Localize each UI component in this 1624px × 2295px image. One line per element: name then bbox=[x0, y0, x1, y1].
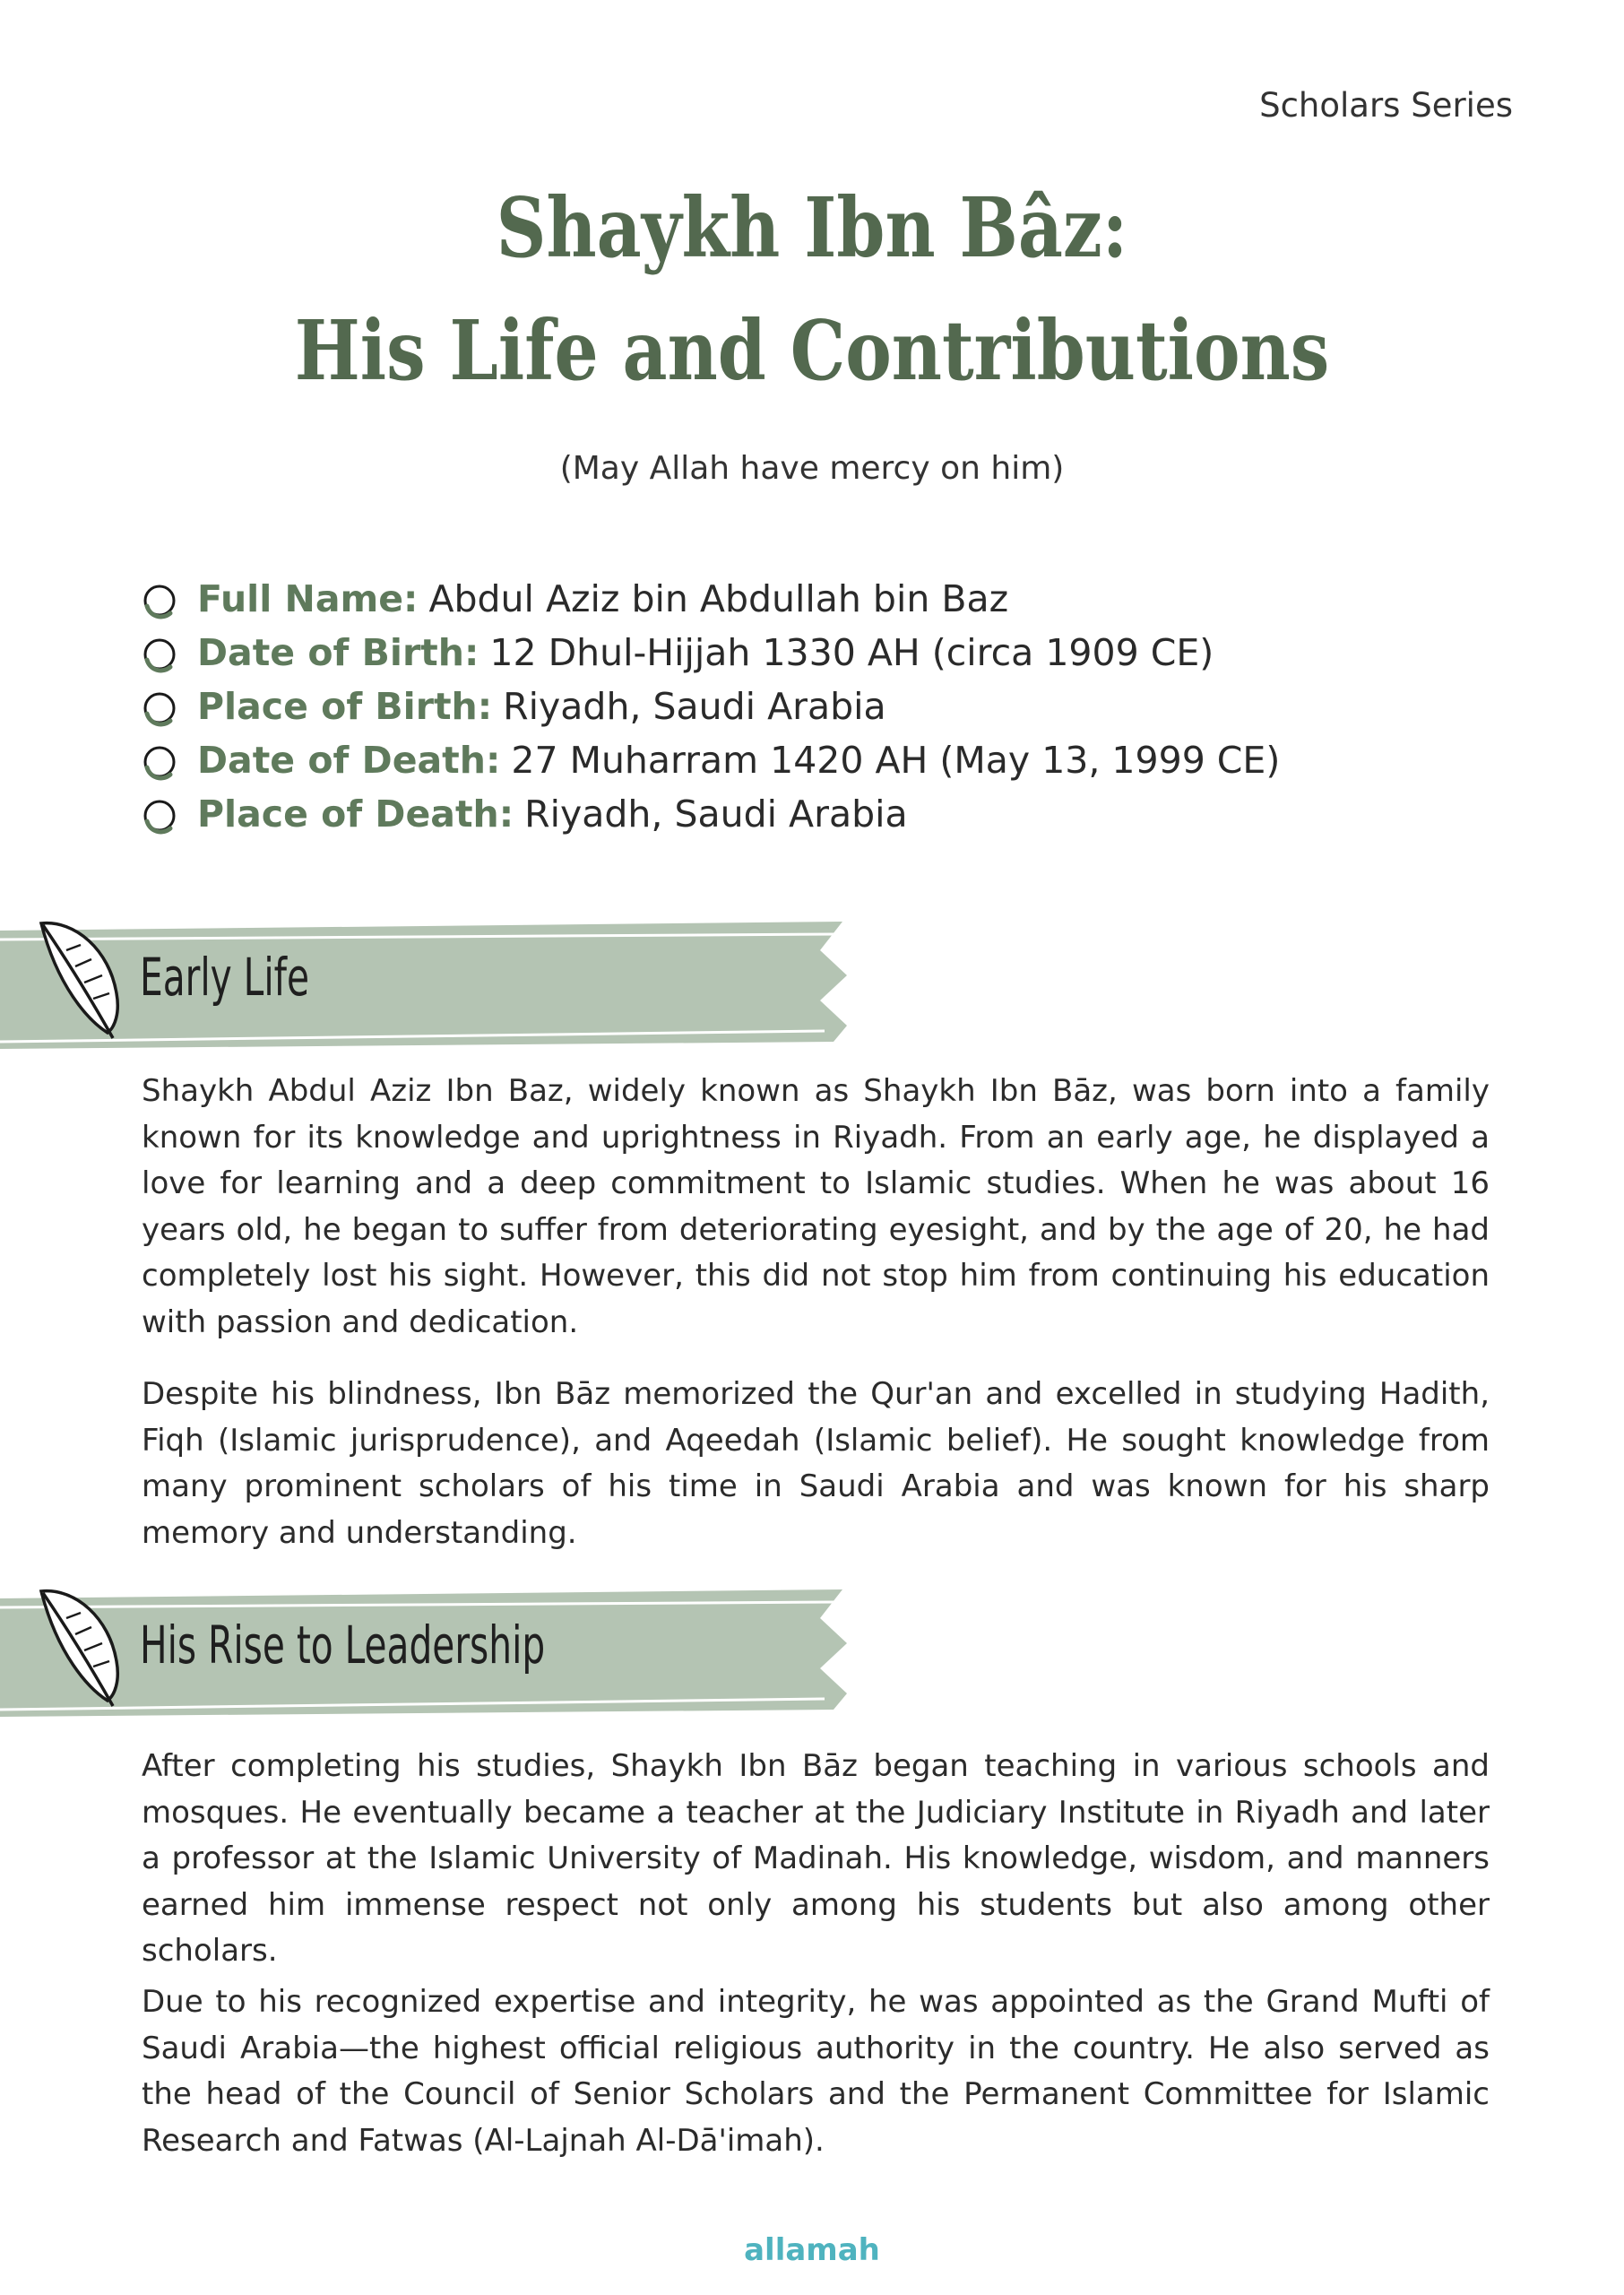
fact-item-place-of-death bbox=[142, 787, 1486, 841]
fact-list bbox=[142, 572, 1486, 841]
fact-value: Abdul Aziz bin Abdullah bin Baz bbox=[428, 577, 1009, 620]
fact-item-full-name bbox=[142, 572, 1486, 626]
section-heading-band bbox=[0, 1582, 860, 1717]
fact-item-date-of-death bbox=[142, 733, 1486, 787]
circle-bullet-icon bbox=[142, 792, 197, 836]
section-paragraph: Shaykh Abdul Aziz Ibn Baz, widely known as Shaykh Ibn Bāz, was born into a family known for its knowledge and uprightness in Riyadh. From an early age, he displayed a love for learning and a deep commitment to Islamic studies. When he was about 16 years old, he began to suffer from deteriorating eyesight, and by the age of 20, he had completely lost his sight. However, this did not stop him from continuing his education with passion and dedication. bbox=[142, 1073, 1490, 1340]
fact-label: Place of Death: bbox=[197, 792, 514, 836]
allamah-logo: allamah bbox=[744, 2232, 880, 2268]
fact-item-date-of-birth bbox=[142, 626, 1486, 680]
fact-value: Riyadh, Saudi Arabia bbox=[524, 792, 908, 836]
section-heading-band bbox=[0, 914, 860, 1049]
fact-label: Date of Death: bbox=[197, 739, 501, 782]
section-paragraph: After completing his studies, Shaykh Ibn Bāz began teaching in various schools and mosques. He eventually became a teacher at the Judiciary Institute in Riyadh and later a professor at the Islamic University of Madinah. His knowledge, wisdom, and manners earned him immense respect not only among his students but also among other scholars. bbox=[142, 1748, 1490, 1969]
section-paragraph: Due to his recognized expertise and integrity, he was appointed as the Grand Mufti of Saudi Arabia—the highest official religious authority in the country. He also served as the head of the Council of Senior Scholars and the Permanent Committee for Islamic Research and Fatwas (Al-Lajnah Al-Dā'imah). bbox=[142, 1984, 1490, 2159]
circle-bullet-icon bbox=[142, 739, 197, 782]
section-paragraph: Despite his blindness, Ibn Bāz memorized the Qur'an and excelled in studying Hadith, Fiqh (Islamic jurisprudence), and Aqeedah (Islamic belief). He sought knowledge from many prominent scholars of his time in Saudi Arabia and was known for his sharp memory and understanding. bbox=[142, 1376, 1490, 1551]
feather-quill-icon bbox=[30, 914, 129, 1040]
fact-item-place-of-birth bbox=[142, 680, 1486, 733]
feather-quill-icon bbox=[30, 1582, 129, 1708]
circle-bullet-icon bbox=[142, 631, 197, 674]
fact-value: Riyadh, Saudi Arabia bbox=[503, 685, 886, 728]
section-title: His Rise to Leadership bbox=[140, 1615, 546, 1676]
page-title-line-1: Shaykh Ibn Bâz: bbox=[496, 179, 1128, 276]
heading-ribbon-shape bbox=[0, 914, 860, 1049]
page-title-line-2: His Life and Contributions bbox=[294, 302, 1330, 399]
fact-label: Place of Birth: bbox=[197, 685, 493, 728]
series-label: Scholars Series bbox=[1259, 86, 1513, 125]
page-subtitle: (May Allah have mercy on him) bbox=[559, 450, 1065, 487]
circle-bullet-icon bbox=[142, 577, 197, 620]
fact-value: 12 Dhul-Hijjah 1330 AH (circa 1909 CE) bbox=[489, 631, 1214, 674]
section-title: Early Life bbox=[140, 947, 310, 1008]
fact-label: Full Name: bbox=[197, 577, 419, 620]
fact-value: 27 Muharram 1420 AH (May 13, 1999 CE) bbox=[511, 739, 1281, 782]
circle-bullet-icon bbox=[142, 685, 197, 728]
fact-label: Date of Birth: bbox=[197, 631, 479, 674]
